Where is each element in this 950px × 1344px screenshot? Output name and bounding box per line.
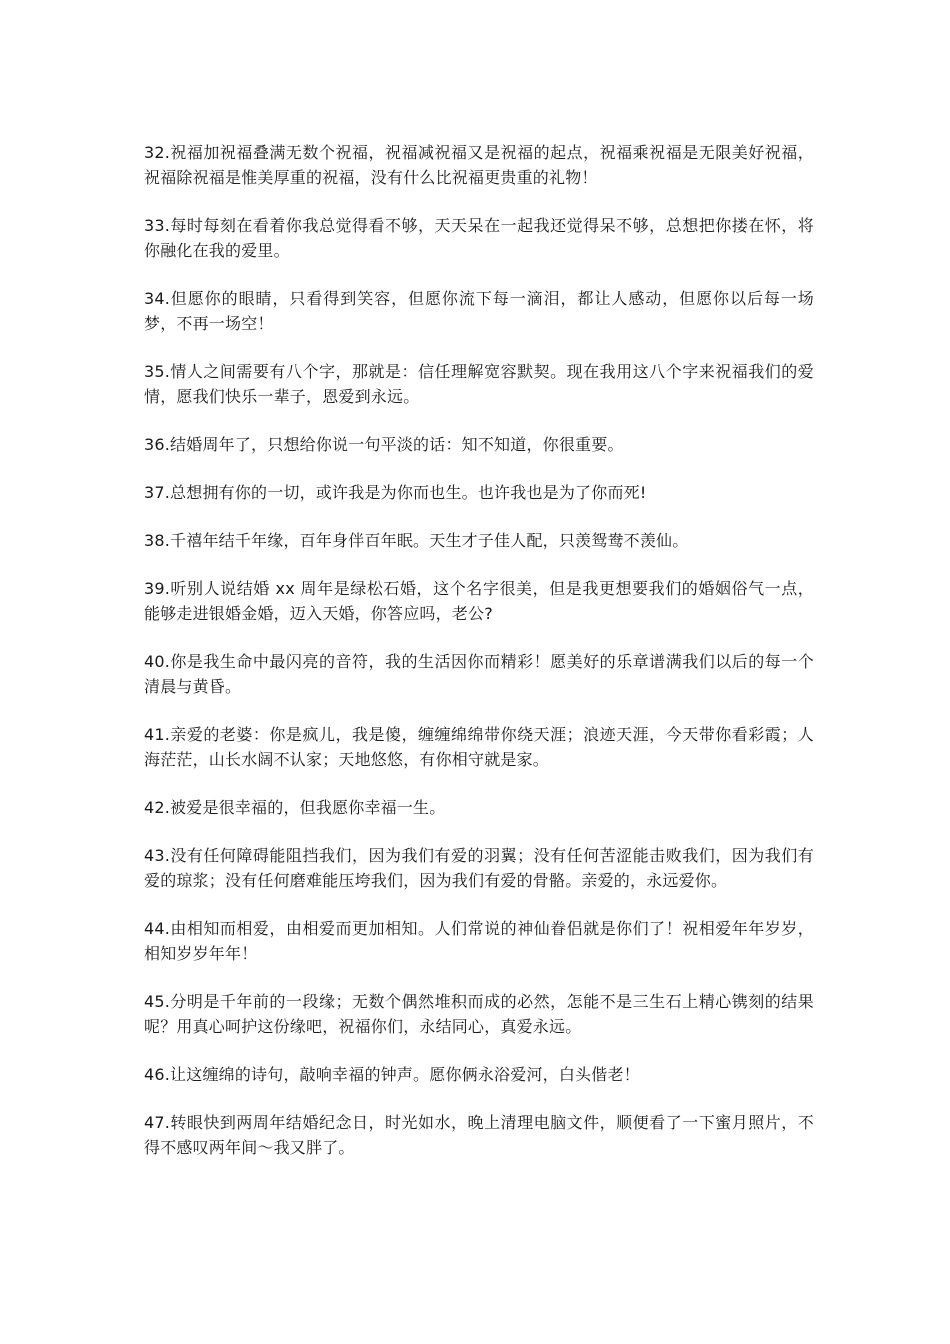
paragraph-32: 32.祝福加祝福叠满无数个祝福，祝福减祝福又是祝福的起点，祝福乘祝福是无限美好祝福，祝福除祝福是惟美厚重的祝福，没有什么比祝福更贵重的礼物！: [144, 143, 814, 187]
paragraph-46: 46.让这缠绵的诗句，敲响幸福的钟声。愿你俩永浴爱河，白头偕老！: [144, 1065, 640, 1084]
paragraph-33: 33.每时每刻在看着你我总觉得看不够，天天呆在一起我还觉得呆不够，总想把你搂在怀，将你融化在我的爱里。: [144, 216, 814, 260]
paragraph-36: 36.结婚周年了，只想给你说一句平淡的话：知不知道，你很重要。: [144, 435, 624, 454]
paragraph-47: 47.转眼快到两周年结婚纪念日，时光如水，晚上清理电脑文件，顺便看了一下蜜月照片，不得不感叹两年间～我又胖了。: [144, 1113, 814, 1157]
paragraph-42: 42.被爱是很幸福的，但我愿你幸福一生。: [144, 798, 446, 817]
paragraph-38: 38.千禧年结千年缘，百年身伴百年眠。天生才子佳人配，只羡鸳鸯不羡仙。: [144, 531, 689, 550]
paragraph-39: 39.听别人说结婚 xx 周年是绿松石婚，这个名字很美，但是我更想要我们的婚姻俗气一点，能够走进银婚金婚，迈入天婚，你答应吗，老公?: [144, 579, 814, 623]
document-body: [144, 140, 814, 1183]
paragraph-34: 34.但愿你的眼睛，只看得到笑容，但愿你流下每一滴泪，都让人感动，但愿你以后每一场梦，不再一场空！: [144, 289, 814, 333]
paragraph-35: 35.情人之间需要有八个字，那就是：信任理解宽容默契。现在我用这八个字来祝福我们的爱情，愿我们快乐一辈子，恩爱到永远。: [144, 362, 814, 406]
paragraph-41: 41.亲爱的老婆：你是疯儿，我是傻，缠缠绵绵带你绕天涯；浪迹天涯，今天带你看彩霞；人海茫茫，山长水阔不认家；天地悠悠，有你相守就是家。: [144, 725, 814, 769]
paragraph-45: 45.分明是千年前的一段缘；无数个偶然堆积而成的必然，怎能不是三生石上精心镌刻的结果呢？用真心呵护这份缘吧，祝福你们，永结同心，真爱永远。: [144, 992, 814, 1036]
paragraph-43: 43.没有任何障碍能阻挡我们，因为我们有爱的羽翼；没有任何苦涩能击败我们，因为我们有爱的琼浆；没有任何磨难能压垮我们，因为我们有爱的骨骼。亲爱的，永远爱你。: [144, 846, 814, 890]
paragraph-44: 44.由相知而相爱，由相爱而更加相知。人们常说的神仙眷侣就是你们了！祝相爱年年岁岁，相知岁岁年年！: [144, 919, 814, 963]
paragraph-40: 40.你是我生命中最闪亮的音符，我的生活因你而精彩！愿美好的乐章谱满我们以后的每一个清晨与黄昏。: [144, 652, 814, 696]
paragraph-37: 37.总想拥有你的一切，或许我是为你而也生。也许我也是为了你而死!: [144, 483, 647, 502]
